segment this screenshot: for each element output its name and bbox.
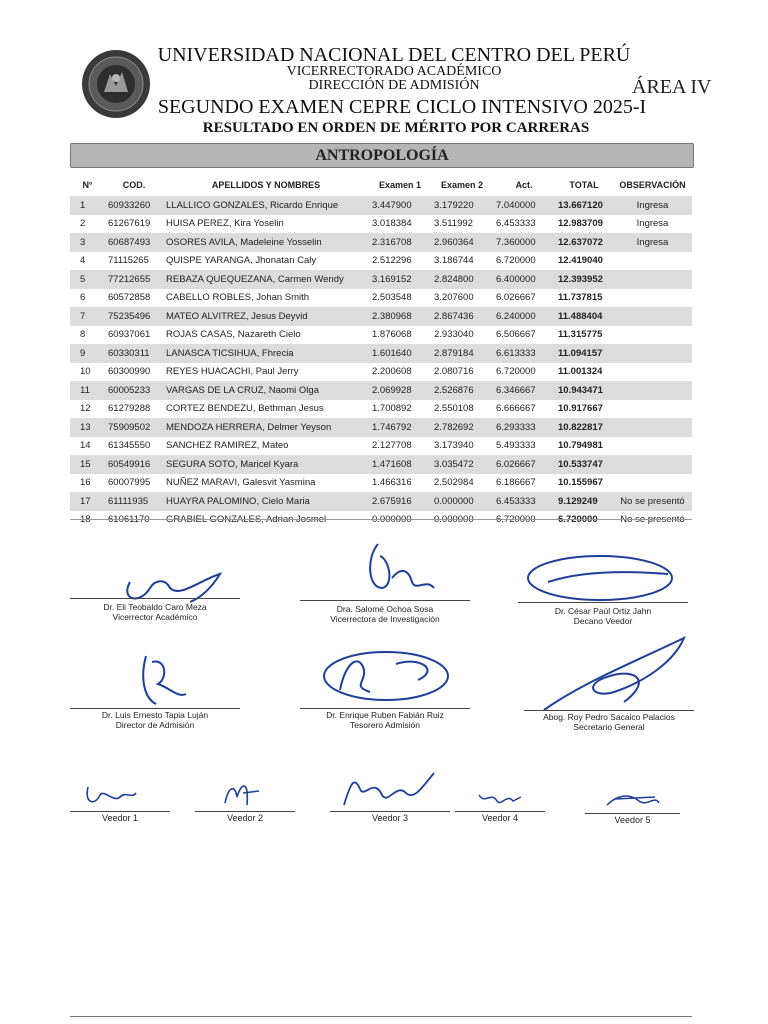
career-banner bbox=[70, 143, 694, 168]
row-name: REYES HUACACHI, Paul Jerry bbox=[166, 366, 299, 378]
row-act: 5.493333 bbox=[496, 440, 536, 452]
row-observation bbox=[613, 437, 692, 456]
signature-2-role: Vicerrectora de Investigación bbox=[330, 614, 440, 624]
row-total: 11.094157 bbox=[555, 344, 613, 363]
table-header-row bbox=[70, 174, 692, 196]
row-observation bbox=[613, 270, 692, 289]
row-observation: Ingresa bbox=[613, 233, 692, 252]
row-exam1: 3.169152 bbox=[369, 270, 431, 289]
row-exam1: 2.316708 bbox=[369, 233, 431, 252]
signature-6-line bbox=[524, 710, 694, 711]
signature-3-line bbox=[518, 602, 688, 603]
veedor-5 bbox=[585, 785, 680, 827]
veedor-5-scribble bbox=[585, 785, 680, 813]
row-total: 11.001324 bbox=[558, 366, 603, 378]
table-row bbox=[70, 233, 692, 252]
row-code: 60572858 bbox=[108, 292, 151, 304]
row-name: MATEO ALVITREZ, Jesus Deyvid bbox=[163, 307, 369, 326]
signature-4 bbox=[70, 648, 240, 730]
row-number: 12 bbox=[80, 403, 91, 415]
table-bottom-rule bbox=[70, 519, 692, 520]
page-bottom-rule bbox=[70, 1016, 692, 1017]
signature-1-line bbox=[70, 598, 240, 599]
row-exam2: 2.867436 bbox=[431, 307, 493, 326]
signature-5-role: Tesorero Admisión bbox=[350, 720, 420, 730]
col-name: APELLIDOS Y NOMBRES bbox=[211, 180, 321, 190]
university-title: UNIVERSIDAD NACIONAL DEL CENTRO DEL PERÚ bbox=[157, 44, 631, 66]
veedor-4-label: Veedor 4 bbox=[481, 813, 519, 823]
row-total: 11.488404 bbox=[555, 307, 613, 326]
row-act: 6.240000 bbox=[493, 307, 555, 326]
table-row bbox=[70, 437, 692, 456]
row-name: REBAZA QUEQUEZANA, Carmen Wendy bbox=[163, 270, 369, 289]
row-exam2: 2.502984 bbox=[434, 477, 474, 489]
row-exam1: 1.471608 bbox=[369, 455, 431, 474]
signature-1-name: Dr. Eli Teobaldo Caro Meza bbox=[103, 602, 207, 612]
table-row bbox=[70, 196, 692, 215]
table-row bbox=[70, 400, 692, 419]
signature-5-scribble bbox=[300, 640, 470, 704]
row-number: 2 bbox=[80, 218, 86, 230]
row-exam2: 3.173940 bbox=[434, 440, 474, 452]
col-exam1: Examen 1 bbox=[378, 180, 422, 190]
row-name: CABELLO ROBLES, Johan Smith bbox=[166, 292, 310, 304]
row-exam1: 1.700892 bbox=[372, 403, 412, 415]
row-name: QUISPE YARANGA, Jhonatan Caly bbox=[166, 255, 317, 267]
row-code: 61279288 bbox=[108, 403, 151, 415]
row-code: 60300990 bbox=[108, 366, 151, 378]
veedor-1-label: Veedor 1 bbox=[101, 813, 139, 823]
signature-3-role: Decano Veedor bbox=[573, 616, 633, 626]
row-act: 6.026667 bbox=[493, 455, 555, 474]
row-code: 60933260 bbox=[105, 196, 163, 215]
row-number: 1 bbox=[70, 196, 105, 215]
row-total: 9.129249 bbox=[555, 492, 613, 511]
row-code: 61267619 bbox=[108, 218, 151, 230]
row-observation bbox=[613, 455, 692, 474]
row-name: ROJAS CASAS, Nazareth Cielo bbox=[166, 329, 301, 341]
row-total: 10.155967 bbox=[558, 477, 603, 489]
row-act: 6.666667 bbox=[496, 403, 536, 415]
row-observation bbox=[613, 400, 692, 419]
row-observation bbox=[613, 307, 692, 326]
row-number: 4 bbox=[80, 255, 86, 267]
row-exam2: 2.782692 bbox=[431, 418, 493, 437]
career-name: ANTROPOLOGÍA bbox=[315, 147, 449, 164]
row-exam1: 3.018384 bbox=[372, 218, 412, 230]
row-observation bbox=[613, 289, 692, 308]
row-observation bbox=[613, 381, 692, 400]
signature-4-scribble bbox=[70, 648, 240, 708]
row-number: 14 bbox=[80, 440, 91, 452]
row-name: LLALLICO GONZALES, Ricardo Enrique bbox=[163, 196, 369, 215]
signature-2-scribble bbox=[300, 538, 470, 602]
col-total: TOTAL bbox=[569, 180, 599, 190]
table-row bbox=[70, 344, 692, 363]
row-total: 12.637072 bbox=[555, 233, 613, 252]
row-exam1: 1.601640 bbox=[369, 344, 431, 363]
row-code: 60005233 bbox=[105, 381, 163, 400]
signature-5-name: Dr. Enrique Ruben Fabián Ruiz bbox=[326, 710, 444, 720]
row-total: 11.315775 bbox=[558, 329, 603, 341]
row-code: 75909502 bbox=[105, 418, 163, 437]
row-exam2: 3.511992 bbox=[434, 218, 473, 230]
signature-4-name: Dr. Luis Ernesto Tapia Luján bbox=[101, 710, 209, 720]
row-code: 61111935 bbox=[105, 492, 163, 511]
row-exam1: 1.876068 bbox=[372, 329, 412, 341]
row-act: 6.293333 bbox=[493, 418, 555, 437]
row-code: 60549916 bbox=[105, 455, 163, 474]
veedor-2-line bbox=[195, 811, 295, 812]
direccion-title: DIRECCIÓN DE ADMISIÓN bbox=[308, 78, 480, 93]
row-name: OSORES AVILA, Madeleine Yosselin bbox=[163, 233, 369, 252]
row-observation bbox=[613, 326, 692, 345]
row-exam1: 1.746792 bbox=[369, 418, 431, 437]
row-total: 12.419040 bbox=[558, 255, 603, 267]
row-name: CORTEZ BENDEZU, Bethman Jesus bbox=[166, 403, 324, 415]
row-code: 71115265 bbox=[108, 255, 149, 267]
vicerrectorado-title: VICERRECTORADO ACADÉMICO bbox=[286, 64, 502, 79]
veedor-1-scribble bbox=[70, 775, 170, 811]
veedor-5-label: Veedor 5 bbox=[614, 815, 651, 825]
row-exam2: 2.960364 bbox=[431, 233, 493, 252]
signature-6 bbox=[524, 632, 694, 732]
row-code: 60007995 bbox=[108, 477, 151, 489]
table-row bbox=[70, 492, 692, 511]
row-exam1: 2.127708 bbox=[372, 440, 412, 452]
signature-4-line bbox=[70, 708, 240, 709]
signature-3-name: Dr. César Paúl Ortiz Jahn bbox=[554, 606, 652, 616]
row-exam1: 2.512296 bbox=[372, 255, 412, 267]
table-row bbox=[70, 289, 692, 308]
row-number: 15 bbox=[70, 455, 105, 474]
row-total: 11.737815 bbox=[558, 292, 603, 304]
row-exam2: 2.824800 bbox=[431, 270, 493, 289]
row-code: 60330311 bbox=[105, 344, 163, 363]
row-number: 5 bbox=[70, 270, 105, 289]
row-observation: No se presentó bbox=[613, 492, 692, 511]
col-exam2: Examen 2 bbox=[440, 180, 484, 190]
row-number: 10 bbox=[80, 366, 91, 378]
result-title: RESULTADO EN ORDEN DE MÉRITO POR CARRERAS bbox=[202, 120, 590, 136]
row-exam2: 2.080716 bbox=[434, 366, 474, 378]
row-total: 10.943471 bbox=[555, 381, 613, 400]
row-number: 8 bbox=[80, 329, 86, 341]
row-exam1: 2.503548 bbox=[372, 292, 412, 304]
signature-4-role: Director de Admisión bbox=[115, 720, 195, 730]
row-total: 13.667120 bbox=[555, 196, 613, 215]
row-observation bbox=[613, 474, 692, 493]
signature-5-line bbox=[300, 708, 470, 709]
row-exam2: 2.550108 bbox=[434, 403, 474, 415]
row-act: 6.720000 bbox=[496, 366, 536, 378]
veedor-2-label: Veedor 2 bbox=[226, 813, 264, 823]
row-exam2: 2.933040 bbox=[434, 329, 474, 341]
col-observation: OBSERVACIÓN bbox=[619, 180, 686, 190]
signature-2 bbox=[300, 538, 470, 630]
row-number: 17 bbox=[70, 492, 105, 511]
veedor-4-line bbox=[455, 811, 545, 812]
veedor-1-line bbox=[70, 811, 170, 812]
veedor-4 bbox=[455, 783, 545, 825]
row-observation: Ingresa bbox=[613, 196, 692, 215]
exam-title: SEGUNDO EXAMEN CEPRE CICLO INTENSIVO 2025-I bbox=[157, 96, 647, 118]
col-act: Act. bbox=[515, 180, 533, 190]
signature-3-scribble bbox=[518, 548, 688, 604]
row-exam2: 3.186744 bbox=[434, 255, 474, 267]
veedor-5-line bbox=[585, 813, 680, 814]
row-act: 6.453333 bbox=[496, 218, 536, 230]
table-row bbox=[70, 252, 692, 271]
veedor-1 bbox=[70, 775, 170, 825]
table-row bbox=[70, 326, 692, 345]
row-observation bbox=[613, 363, 692, 382]
row-number: 13 bbox=[70, 418, 105, 437]
row-act: 6.720000 bbox=[496, 255, 536, 267]
table-row bbox=[70, 474, 692, 493]
signature-5 bbox=[300, 640, 470, 730]
row-observation: Ingresa bbox=[636, 218, 669, 230]
row-number: 7 bbox=[70, 307, 105, 326]
signature-3 bbox=[518, 548, 688, 630]
area-label: ÁREA IV bbox=[632, 76, 712, 98]
veedor-2 bbox=[195, 775, 295, 825]
row-number: 6 bbox=[80, 292, 86, 304]
row-name: SEGURA SOTO, Maricel Kyara bbox=[163, 455, 369, 474]
veedor-3-scribble bbox=[330, 765, 450, 811]
row-act: 6.453333 bbox=[493, 492, 555, 511]
row-observation bbox=[613, 418, 692, 437]
row-observation bbox=[613, 344, 692, 363]
row-name: NUÑEZ MARAVI, Galesvit Yasmina bbox=[166, 477, 316, 489]
row-exam2: 2.879184 bbox=[431, 344, 493, 363]
row-exam1: 2.200608 bbox=[372, 366, 412, 378]
veedor-3-label: Veedor 3 bbox=[371, 813, 409, 823]
row-number: 9 bbox=[70, 344, 105, 363]
table-row bbox=[70, 307, 692, 326]
signature-1 bbox=[70, 560, 240, 630]
row-total: 10.794981 bbox=[558, 440, 603, 452]
row-number: 16 bbox=[80, 477, 91, 489]
row-total: 12.393952 bbox=[555, 270, 613, 289]
row-act: 6.186667 bbox=[496, 477, 536, 489]
col-number: N° bbox=[82, 180, 93, 190]
row-act: 6.400000 bbox=[493, 270, 555, 289]
row-name: MENDOZA HERRERA, Delmer Yeyson bbox=[163, 418, 369, 437]
row-exam2: 3.179220 bbox=[431, 196, 493, 215]
row-name: HUISA PEREZ, Kira Yoselin bbox=[166, 218, 284, 230]
row-observation bbox=[613, 252, 692, 271]
row-total: 10.533747 bbox=[555, 455, 613, 474]
signature-6-name: Abog. Roy Pedro Sacaico Palacios bbox=[543, 712, 675, 722]
row-name: LANASCA TICSIHUA, Fhrecia bbox=[163, 344, 369, 363]
row-total: 10.822817 bbox=[555, 418, 613, 437]
row-act: 6.026667 bbox=[496, 292, 536, 304]
row-name: HUAYRA PALOMINO, Cielo Maria bbox=[163, 492, 369, 511]
signature-2-name: Dra. Salomé Ochoa Sosa bbox=[336, 604, 434, 614]
row-exam1: 2.069928 bbox=[369, 381, 431, 400]
table-row bbox=[70, 270, 692, 289]
col-code: COD. bbox=[122, 180, 146, 190]
row-number: 11 bbox=[70, 381, 105, 400]
row-code: 61345550 bbox=[108, 440, 151, 452]
row-exam2: 2.526876 bbox=[431, 381, 493, 400]
row-exam2: 3.035472 bbox=[431, 455, 493, 474]
veedor-3 bbox=[330, 765, 450, 825]
row-act: 6.613333 bbox=[493, 344, 555, 363]
row-exam2: 0.000000 bbox=[431, 492, 493, 511]
row-number: 3 bbox=[70, 233, 105, 252]
signature-1-role: Vicerrector Académico bbox=[112, 612, 198, 622]
table-row bbox=[70, 215, 692, 234]
row-code: 60687493 bbox=[105, 233, 163, 252]
row-code: 77212655 bbox=[105, 270, 163, 289]
results-table bbox=[70, 174, 692, 529]
row-exam1: 2.675916 bbox=[369, 492, 431, 511]
table-row bbox=[70, 418, 692, 437]
row-name: SANCHEZ RAMIREZ, Mateo bbox=[166, 440, 289, 452]
row-exam1: 3.447900 bbox=[369, 196, 431, 215]
row-code: 60937061 bbox=[108, 329, 151, 341]
row-total: 10.917667 bbox=[558, 403, 603, 415]
table-row bbox=[70, 363, 692, 382]
row-exam1: 2.380968 bbox=[369, 307, 431, 326]
veedor-3-line bbox=[330, 811, 450, 812]
veedor-2-scribble bbox=[195, 775, 295, 811]
table-row bbox=[70, 381, 692, 400]
row-name: VARGAS DE LA CRUZ, Naomi Olga bbox=[163, 381, 369, 400]
row-exam2: 3.207600 bbox=[434, 292, 474, 304]
signature-2-line bbox=[300, 600, 470, 601]
row-act: 7.360000 bbox=[493, 233, 555, 252]
row-code: 75235496 bbox=[105, 307, 163, 326]
row-total: 12.983709 bbox=[558, 218, 603, 230]
signature-6-role: Secretario General bbox=[573, 722, 645, 732]
row-exam1: 1.466316 bbox=[372, 477, 412, 489]
row-act: 7.040000 bbox=[493, 196, 555, 215]
signature-6-scribble bbox=[524, 632, 694, 712]
row-act: 6.506667 bbox=[496, 329, 536, 341]
table-row bbox=[70, 455, 692, 474]
row-act: 6.346667 bbox=[493, 381, 555, 400]
veedor-4-scribble bbox=[455, 783, 545, 811]
